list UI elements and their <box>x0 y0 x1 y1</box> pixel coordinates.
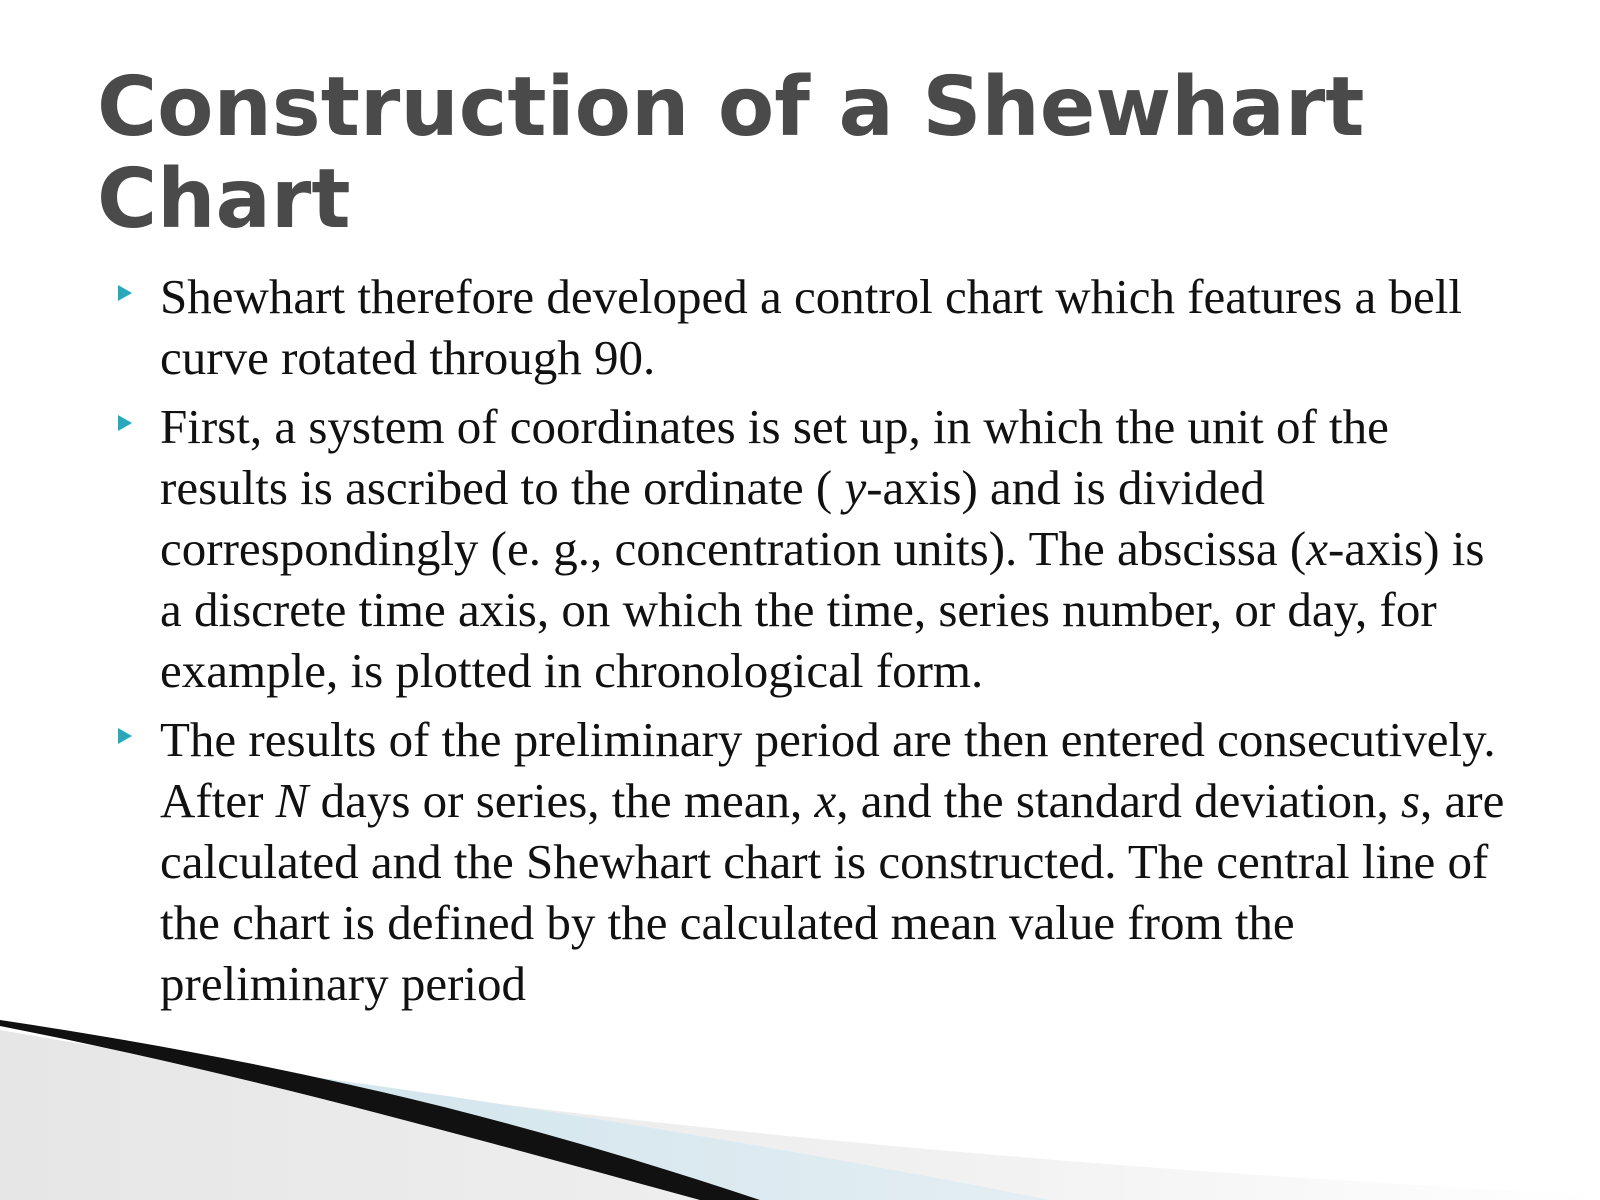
bullet-item <box>110 396 1510 701</box>
bullet-item <box>110 709 1510 1014</box>
bullet-text: , are calculated and the Shewhart chart is constructed. The central line of the chart is defined by the calculated mean value from the preliminary period <box>160 773 1505 1011</box>
triangle-right-icon <box>118 728 132 744</box>
italic-variable: x <box>814 773 837 828</box>
bullet-item <box>110 266 1510 388</box>
bullet-text: Shewhart therefore developed a control chart which features a bell curve rotated through 90. <box>160 269 1462 385</box>
decorative-swoosh <box>0 980 1600 1200</box>
bullet-text: , and the standard deviation, <box>836 773 1401 828</box>
bullet-text: -axis) and is divided correspondingly (e. g., concentration units). The abscissa ( <box>160 460 1307 576</box>
bullet-text: -axis) is a discrete time axis, on which the time, series number, or day, for example, is plotted in chronological form. <box>160 521 1485 698</box>
italic-variable: x <box>1306 521 1328 576</box>
slide-title: Construction of a Shewhart Chart <box>97 60 1365 247</box>
triangle-right-icon <box>118 415 132 431</box>
bullet-list <box>110 266 1510 1022</box>
bullet-text: The results of the preliminary period are then entered consecutively. After <box>160 712 1496 828</box>
bullet-text: days or series, the mean, <box>308 773 815 828</box>
italic-variable: N <box>275 773 309 828</box>
italic-variable: s <box>1400 773 1421 828</box>
triangle-right-icon <box>118 285 132 301</box>
bullet-text: First, a system of coordinates is set up, in which the unit of the results is ascribed to the ordinate ( <box>160 399 1389 515</box>
italic-variable: y <box>844 460 867 515</box>
